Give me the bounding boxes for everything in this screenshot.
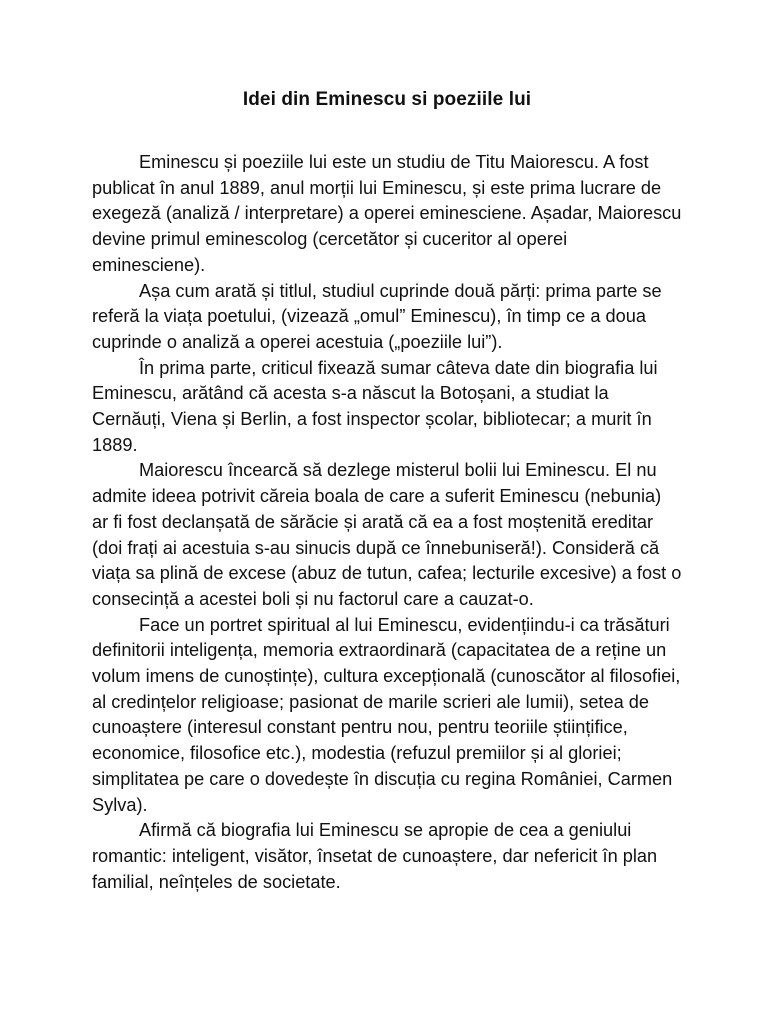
paragraph-5: Face un portret spiritual al lui Eminescu, evidențiindu-i ca trăsături definitorii inteligența, memoria extraordinară (capacitatea de a reține un volum imens de cunoștințe), cultura excepțională (cunoscător al filosofiei, al credințelor religioase; pasionat de marile scrieri ale lumii), setea de cunoaștere (interesul constant pentru nou, pentru teoriile științifice, economice, filosofice etc.), modestia (refuzul premiilor și al gloriei; simplitatea pe care o dovedește în discuția cu regina României, Carmen Sylva). (92, 614, 681, 815)
paragraph-2: Așa cum arată și titlul, studiul cuprinde două părți: prima parte se referă la viața poetului, (vizează „omul” Eminescu), în timp ce a doua cuprinde o analiză a operei acestuia („poeziile lui”). (92, 280, 662, 352)
paragraph-1: Eminescu și poeziile lui este un studiu de Titu Maiorescu. A fost publicat în anul 1889, anul morții lui Eminescu, și este prima lucrare de exegeză (analiză / interpretare) a operei eminesciene. Așadar, Maiorescu devine primul eminescolog (cercetător și cuceritor al operei eminesciene). (92, 152, 682, 275)
document-page (92, 86, 682, 895)
paragraph-4: Maiorescu încearcă să dezlege misterul bolii lui Eminescu. El nu admite ideea potrivit căreia boala de care a suferit Eminescu (nebunia) ar fi fost declanșată de sărăcie și arată că ea a fost moștenită ereditar (doi frați ai acestuia s-au sinucis după ce înnebuniseră!). Consideră că viața sa plină de excese (abuz de tutun, cafea; lecturile excesive) a fost o consecință a acestei boli și nu factorul care a cauzat-o. (92, 460, 682, 609)
document-title: Idei din Eminescu si poeziile lui (242, 89, 532, 110)
paragraph-6: Afirmă că biografia lui Eminescu se apropie de cea a geniului romantic: inteligent, visător, însetat de cunoaștere, dar nefericit în plan familial, neînțeles de societate. (92, 820, 658, 892)
paragraph-3: În prima parte, criticul fixează sumar câteva date din biografia lui Eminescu, arătând că acesta s-a născut la Botoșani, a studiat la Cernăuți, Viena și Berlin, a fost inspector școlar, bibliotecar; a murit în 1889. (92, 357, 658, 455)
